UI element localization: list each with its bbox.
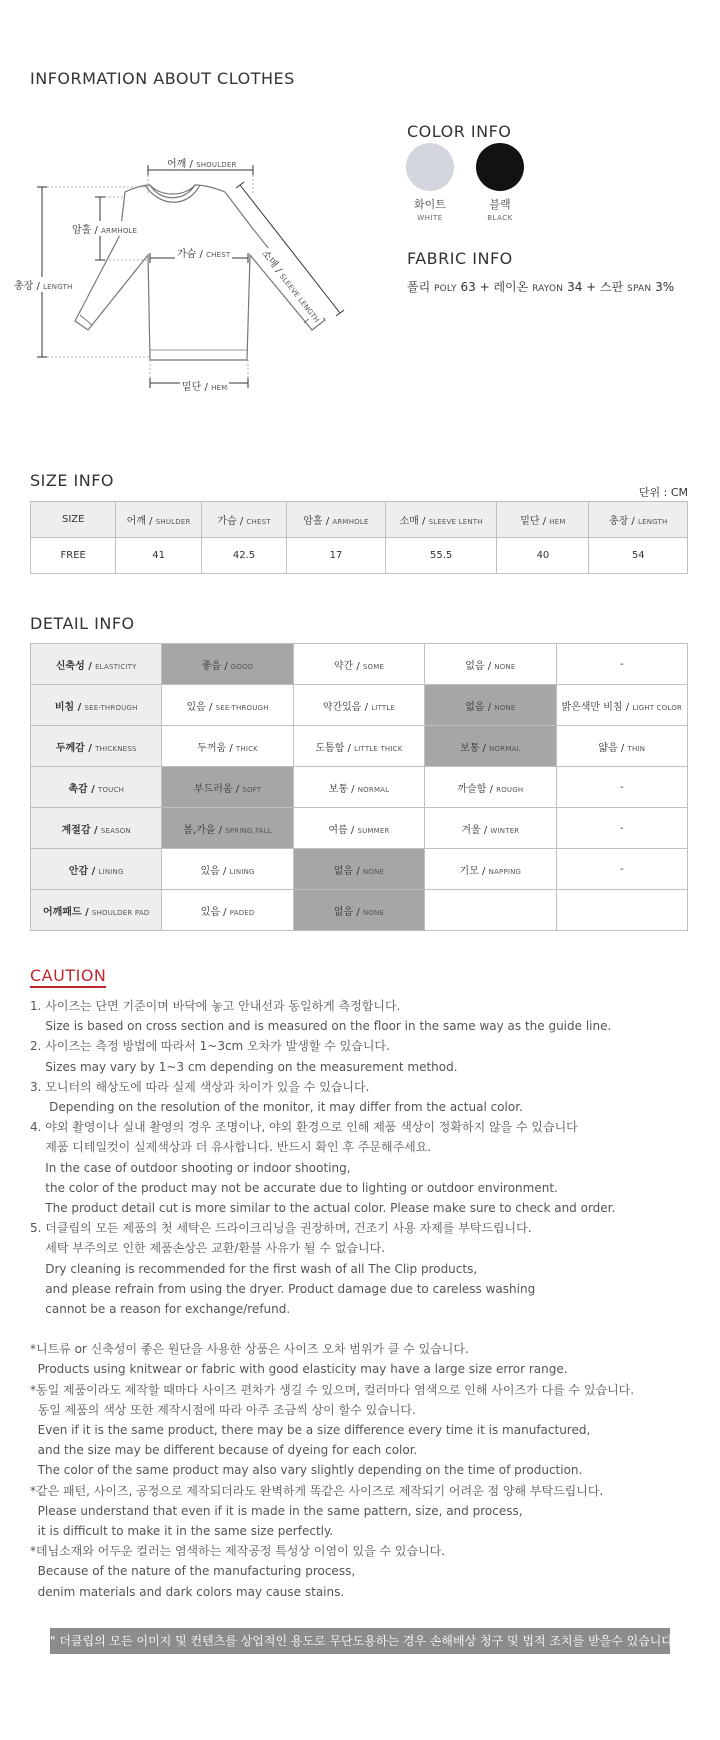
color-label-white: 화이트 WHITE bbox=[414, 198, 446, 222]
caution-line: *니트류 or 신축성이 좋은 원단을 사용한 상품은 사이즈 오차 범위가 클 수 있습니다. bbox=[30, 1342, 469, 1357]
caution-line: Depending on the resolution of the monitor, it may differ from the actual color. bbox=[30, 1100, 523, 1115]
detail-option-cell: 여름 / SUMMER bbox=[293, 808, 424, 849]
caution-line: *데님소재와 어두운 컬러는 염색하는 제작공정 특성상 이염이 있을 수 있습니다. bbox=[30, 1544, 446, 1559]
size-header-cell: 가슴 / CHEST bbox=[201, 502, 286, 538]
size-header-cell: SIZE bbox=[31, 502, 116, 538]
detail-option-cell: 약간 / SOME bbox=[293, 644, 424, 685]
detail-option-cell bbox=[425, 890, 556, 931]
caution-line: *동일 제품이라도 제작할 때마다 사이즈 편차가 생길 수 있으며, 컬러마다 염색으로 인해 사이즈가 다를 수 있습니다. bbox=[30, 1382, 635, 1397]
caution-line: 3. 모니터의 해상도에 따라 실제 색상과 차이가 있을 수 있습니다. bbox=[30, 1079, 370, 1094]
size-table-header bbox=[31, 502, 688, 538]
detail-option-cell: 보통 / NORMAL bbox=[293, 767, 424, 808]
size-cell: 41 bbox=[116, 538, 201, 574]
caution-line: 4. 야외 촬영이나 실내 촬영의 경우 조명이나, 야외 환경으로 인해 제품 색상이 정확하지 않을 수 있습니다 bbox=[30, 1120, 578, 1135]
detail-option-cell: 겨울 / WINTER bbox=[425, 808, 556, 849]
detail-option-cell: - bbox=[556, 808, 687, 849]
detail-label-cell: 비침 / SEE-THROUGH bbox=[31, 685, 162, 726]
caution-text bbox=[30, 996, 690, 1602]
size-cell: 40 bbox=[497, 538, 589, 574]
size-cell: FREE bbox=[31, 538, 116, 574]
size-cell: 17 bbox=[287, 538, 386, 574]
size-header-cell: 총장 / LENGTH bbox=[589, 502, 688, 538]
detail-option-cell: 기모 / NAPPING bbox=[425, 849, 556, 890]
detail-option-cell: 얇음 / THIN bbox=[556, 726, 687, 767]
caution-line: 동일 제품의 색상 또한 제작시점에 따라 아주 조금씩 상이 할수 있습니다. bbox=[30, 1402, 416, 1417]
table-row bbox=[31, 685, 688, 726]
detail-option-cell: 까슬함 / ROUGH bbox=[425, 767, 556, 808]
detail-label-cell: 계절감 / SEASON bbox=[31, 808, 162, 849]
detail-option-cell: 있음 / PADED bbox=[162, 890, 293, 931]
caution-line: and please refrain from using the dryer. Product damage due to careless washing bbox=[30, 1281, 536, 1296]
detail-option-cell bbox=[556, 890, 687, 931]
detail-option-cell: 부드러움 / SOFT bbox=[162, 767, 293, 808]
caution-line: 1. 사이즈는 단면 기준이며 바닥에 놓고 안내선과 동일하게 측정합니다. bbox=[30, 999, 401, 1013]
detail-option-cell: 없음 / NONE bbox=[425, 685, 556, 726]
page-title: INFORMATION ABOUT CLOTHES bbox=[30, 69, 295, 88]
color-swatch-black bbox=[476, 143, 524, 191]
size-header-cell: 암홀 / ARMHOLE bbox=[287, 502, 386, 538]
caution-line: Dry cleaning is recommended for the first wash of all The Clip products, bbox=[30, 1261, 478, 1276]
table-row bbox=[31, 726, 688, 767]
caution-line: Products using knitwear or fabric with good elasticity may have a large size error range. bbox=[30, 1362, 568, 1377]
copyright-notice: " 더클립의 모든 이미지 및 컨텐츠를 상업적인 용도로 무단도용하는 경우 손해배상 청구 및 법적 조치를 받을수 있습니다. " bbox=[50, 1628, 670, 1654]
detail-label-cell: 신축성 / ELASTICITY bbox=[31, 644, 162, 685]
size-header-cell: 밑단 / HEM bbox=[497, 502, 589, 538]
detail-label-cell: 두께감 / THICKNESS bbox=[31, 726, 162, 767]
sleeve-label: 소매 / SLEEVE LENGTH bbox=[259, 246, 325, 325]
table-row bbox=[31, 538, 688, 574]
table-row bbox=[31, 890, 688, 931]
size-cell: 54 bbox=[589, 538, 688, 574]
detail-option-cell: 두꺼움 / THICK bbox=[162, 726, 293, 767]
caution-line: The color of the same product may also vary slightly depending on the time of production. bbox=[30, 1463, 583, 1478]
fabric-info-title: FABRIC INFO bbox=[407, 249, 513, 268]
caution-line: cannot be a reason for exchange/refund. bbox=[30, 1302, 291, 1317]
size-info-title: SIZE INFO bbox=[30, 471, 115, 490]
detail-option-cell: 좋음 / GOOD bbox=[162, 644, 293, 685]
caution-line: the color of the product may not be accurate due to lighting or outdoor environment. bbox=[30, 1180, 558, 1195]
size-table bbox=[30, 501, 688, 574]
color-label-black: 블랙 BLACK bbox=[487, 198, 513, 222]
size-cell: 55.5 bbox=[385, 538, 497, 574]
caution-line: it is difficult to make it in the same size perfectly. bbox=[30, 1524, 334, 1539]
caution-line: Because of the nature of the manufacturing process, bbox=[30, 1564, 356, 1579]
detail-option-cell: - bbox=[556, 644, 687, 685]
caution-line: *같은 패턴, 사이즈, 공정으로 제작되더라도 완벽하게 똑같은 사이즈로 제작되기 어려운 점 양해 부탁드립니다. bbox=[30, 1483, 604, 1498]
table-row bbox=[31, 808, 688, 849]
detail-option-cell: 있음 / SEE-THROUGH bbox=[162, 685, 293, 726]
caution-line: 제품 디테일컷이 실제색상과 더 유사합니다. 반드시 확인 후 주문해주세요. bbox=[30, 1140, 432, 1155]
caution-line: 5. 더클립의 모든 제품의 첫 세탁은 드라이크리닝을 권장하며, 건조기 사용 자제를 부탁드립니다. bbox=[30, 1221, 532, 1236]
armhole-label: 암홀 / ARMHOLE bbox=[72, 221, 137, 236]
caution-line: 세탁 부주의로 인한 제품손상은 교환/환불 사유가 될 수 없습니다. bbox=[30, 1241, 386, 1256]
table-row bbox=[31, 849, 688, 890]
detail-option-cell: 있음 / LINING bbox=[162, 849, 293, 890]
table-row bbox=[31, 644, 688, 685]
detail-option-cell: 없음 / NONE bbox=[293, 890, 424, 931]
caution-line bbox=[30, 1319, 690, 1339]
caution-line: and the size may be different because of dyeing for each color. bbox=[30, 1443, 418, 1458]
detail-option-cell: 약간있음 / LITTLE bbox=[293, 685, 424, 726]
chest-label: 가슴 / CHEST bbox=[175, 245, 232, 260]
detail-option-cell: 밝은색만 비침 / LIGHT COLOR bbox=[556, 685, 687, 726]
color-swatch-white bbox=[406, 143, 454, 191]
size-cell: 42.5 bbox=[201, 538, 286, 574]
unit-label: 단위 : CM bbox=[638, 486, 688, 499]
detail-label-cell: 촉감 / TOUCH bbox=[31, 767, 162, 808]
detail-label-cell: 어깨패드 / SHOULDER PAD bbox=[31, 890, 162, 931]
detail-option-cell: 보통 / NORMAL bbox=[425, 726, 556, 767]
caution-line: Even if it is the same product, there may be a size difference every time it is manufactured, bbox=[30, 1423, 591, 1438]
length-label: 총장 / LENGTH bbox=[14, 277, 73, 292]
caution-title: CAUTION bbox=[30, 966, 107, 985]
detail-option-cell: - bbox=[556, 767, 687, 808]
caution-line: In the case of outdoor shooting or indoor shooting, bbox=[30, 1160, 351, 1175]
table-row bbox=[31, 767, 688, 808]
caution-line: denim materials and dark colors may cause stains. bbox=[30, 1584, 345, 1599]
caution-line: Size is based on cross section and is measured on the floor in the same way as the guide line. bbox=[30, 1019, 612, 1034]
hem-label: 밑단 / HEM bbox=[180, 378, 229, 393]
detail-label-cell: 안감 / LINING bbox=[31, 849, 162, 890]
sweater-outline-icon bbox=[10, 145, 360, 405]
shoulder-label: 어깨 / SHOULDER bbox=[167, 159, 237, 170]
detail-option-cell: 봄,가을 / SPRING,FALL bbox=[162, 808, 293, 849]
detail-option-cell: 없음 / NONE bbox=[425, 644, 556, 685]
detail-option-cell: - bbox=[556, 849, 687, 890]
caution-line: 2. 사이즈는 측정 방법에 따라서 1~3cm 오차가 발생할 수 있습니다. bbox=[30, 1039, 390, 1054]
detail-table bbox=[30, 643, 688, 931]
caution-line: The product detail cut is more similar to the actual color. Please make sure to check and order. bbox=[30, 1201, 616, 1216]
detail-option-cell: 없음 / NONE bbox=[293, 849, 424, 890]
caution-line: Please understand that even if it is made in the same pattern, size, and process, bbox=[30, 1503, 523, 1518]
caution-line: Sizes may vary by 1~3 cm depending on the measurement method. bbox=[30, 1059, 458, 1074]
garment-measurement-diagram bbox=[10, 145, 360, 405]
detail-info-title: DETAIL INFO bbox=[30, 614, 135, 633]
detail-option-cell: 도톰함 / LITTLE THICK bbox=[293, 726, 424, 767]
color-info-title: COLOR INFO bbox=[407, 122, 512, 141]
size-header-cell: 어깨 / SHULDER bbox=[116, 502, 201, 538]
size-header-cell: 소매 / SLEEVE LENTH bbox=[385, 502, 497, 538]
fabric-composition: 폴리 POLY 63 + 레이온 RAYON 34 + 스판 SPAN 3% bbox=[407, 280, 675, 294]
